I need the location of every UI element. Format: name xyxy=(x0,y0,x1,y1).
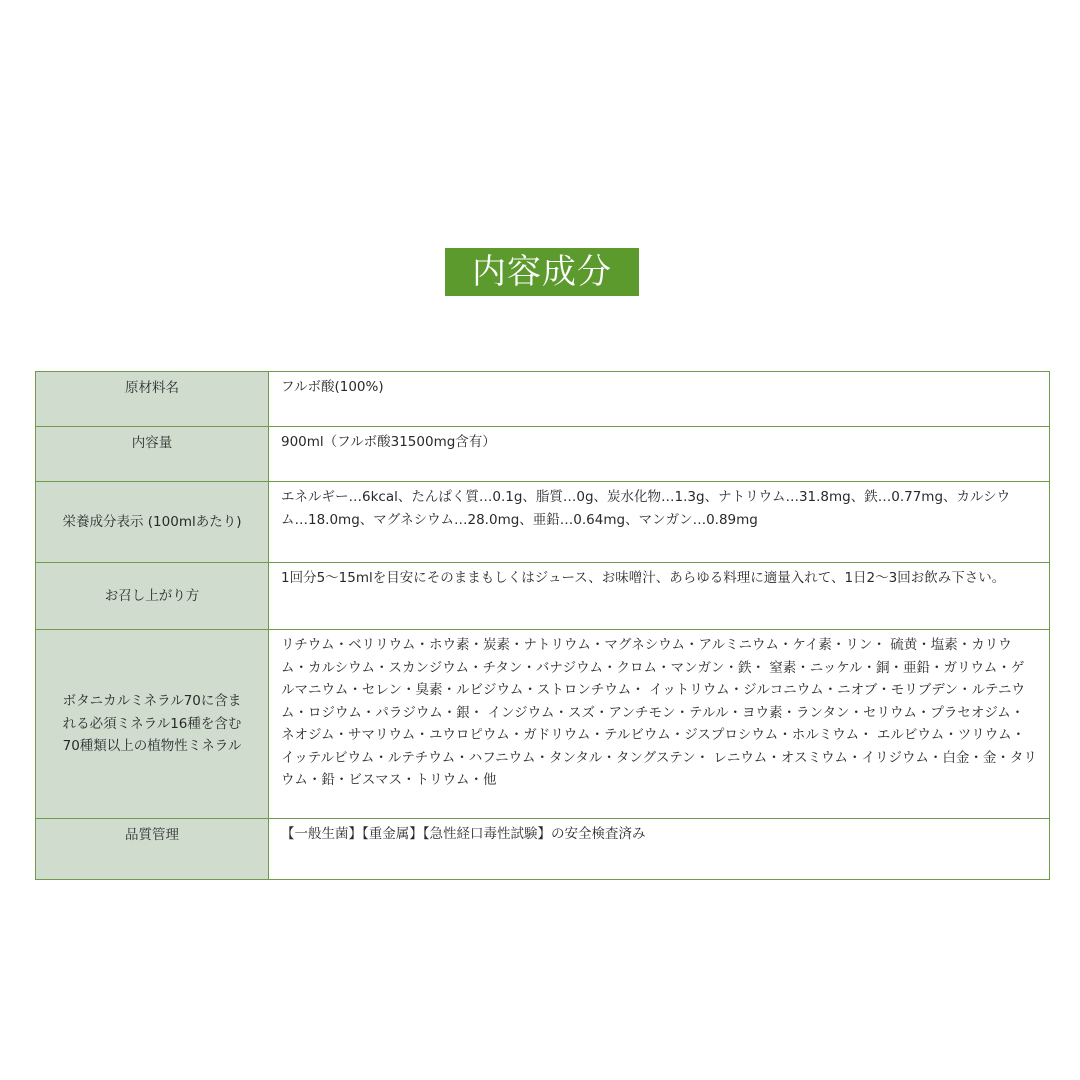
row-value: エネルギー…6kcal、たんぱく質…0.1g、脂質…0g、炭水化物…1.3g、ナトリウム…31.8mg、鉄…0.77mg、カルシウム…18.0mg、マグネシウム…28.0mg、亜鉛…0.64mg、マンガン…0.89mg xyxy=(269,482,1050,563)
table-row xyxy=(36,427,1050,482)
row-label-cell xyxy=(36,630,269,819)
row-value: 1回分5〜15mlを目安にそのままもしくはジュース、お味噌汁、あらゆる料理に適量入れて、1日2〜3回お飲み下さい。 xyxy=(269,563,1050,630)
row-label: 原材料名 xyxy=(36,372,269,427)
row-value: フルボ酸(100%) xyxy=(269,372,1050,427)
row-label: ボタニカルミネラル70に含まれる必須ミネラル16種を含む70種類以上の植物性ミネラル xyxy=(62,693,242,755)
table-row xyxy=(36,819,1050,880)
table-row xyxy=(36,630,1050,819)
row-label: 品質管理 xyxy=(36,819,269,880)
page-title: 内容成分 xyxy=(445,248,639,296)
table-row xyxy=(36,482,1050,563)
row-label: 内容量 xyxy=(36,427,269,482)
row-value: リチウム・ベリリウム・ホウ素・炭素・ナトリウム・マグネシウム・アルミニウム・ケイ素・リン・ 硫黄・塩素・カリウム・カルシウム・スカンジウム・チタン・バナジウム・クロム・マンガン・鉄・ 窒素・ニッケル・銅・亜鉛・ガリウム・ゲルマニウム・セレン・臭素・ルビジウム・ストロンチウム・ イットリウム・ジルコニウム・ニオブ・モリブデン・ルテニウム・ロジウム・パラジウム・銀・ インジウム・スズ・アンチモン・テルル・ヨウ素・ランタン・セリウム・プラセオジム・ ネオジム・サマリウム・ユウロピウム・ガドリウム・テルビウム・ジスプロシウム・ホルミウム・ エルビウム・ツリウム・イッテルビウム・ルテチウム・ハフニウム・タンタル・タングステン・ レニウム・オスミウム・イリジウム・白金・金・タリウム・鉛・ビスマス・トリウム・他 xyxy=(269,630,1050,819)
table-row xyxy=(36,372,1050,427)
row-label: お召し上がり方 xyxy=(36,563,269,630)
row-value: 【一般生菌】【重金属】【急性経口毒性試験】の安全検査済み xyxy=(269,819,1050,880)
ingredients-table xyxy=(35,371,1050,880)
table-row xyxy=(36,563,1050,630)
row-label: 栄養成分表示 (100mlあたり) xyxy=(36,482,269,563)
row-value: 900ml（フルボ酸31500mg含有） xyxy=(269,427,1050,482)
